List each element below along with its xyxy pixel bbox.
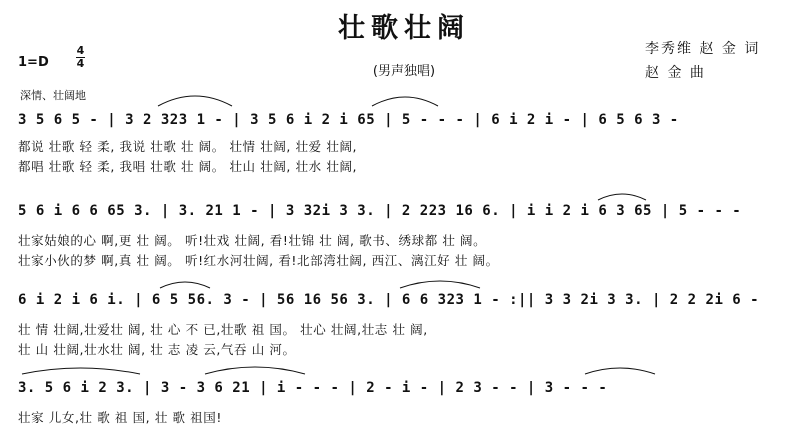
- slur: [598, 194, 646, 200]
- slur: [158, 96, 232, 106]
- score-line-3-lyric-verse-2: 壮 山 壮阔,壮水壮 阔, 壮 志 凌 云,气吞 山 河。: [18, 342, 296, 357]
- score-line-3-lyric-verse-1: 壮 情 壮阔,壮爱壮 阔, 壮 心 不 已,壮歌 祖 国。 壮心 壮阔,壮志 壮 阔,: [18, 322, 428, 337]
- slur: [585, 368, 655, 374]
- composer-credit: 赵 金 曲: [645, 65, 706, 81]
- song-title: 壮歌壮阔: [338, 13, 470, 44]
- slur: [22, 368, 140, 374]
- song-subtitle: (男声独唱): [372, 64, 436, 79]
- tempo-marking: 深情、壮阔地: [20, 89, 86, 102]
- score-line-2-lyric-verse-2: 壮家小伙的梦 啊,真 壮 阔。 听!红水河壮阔, 看!北部湾壮阔, 西江、漓江好 壮 阔。: [18, 253, 499, 268]
- score-line-1-lyric-verse-2: 都唱 壮歌 轻 柔, 我唱 壮歌 壮 阔。 壮山 壮阔, 壮水 壮阔,: [18, 159, 358, 174]
- score-line-4-notes: 3. 5 6 i 2 3. | 3 - 3 6 21 | i - - - | 2 - i - | 2 3 - - | 3 - - -: [18, 380, 608, 396]
- slur: [400, 281, 480, 288]
- key-signature: 1=D: [18, 55, 49, 70]
- score-line-1-lyric-verse-1: 都说 壮歌 轻 柔, 我说 壮歌 壮 阔。 壮情 壮阔, 壮爱 壮阔,: [18, 139, 358, 154]
- score-line-3-notes: 6 i 2 i 6 i. | 6 5 56. 3 - | 56 16 56 3. | 6 6 323 1 - :|| 3 3 2i 3 3. | 2 2 2i 6 -: [18, 292, 760, 308]
- score-line-2-notes: 5 6 i 6 6 65 3. | 3. 21 1 - | 3 32i 3 3. | 2 223 16 6. | i i 2 i 6 3 65 | 5 - - -: [18, 203, 742, 219]
- slur: [372, 97, 438, 106]
- slur: [160, 282, 210, 288]
- score-line-4-lyric-verse-1: 壮家 儿女,壮 歌 祖 国, 壮 歌 祖国!: [18, 410, 222, 425]
- score-line-1-notes: 3 5 6 5 - | 3 2 323 1 - | 3 5 6 i 2 i 65 | 5 - - - | 6 i 2 i - | 6 5 6 3 -: [18, 112, 679, 128]
- time-signature-top: 4: [76, 44, 85, 57]
- score-line-2-lyric-verse-1: 壮家姑娘的心 啊,更 壮 阔。 听!壮戏 壮阔, 看!壮锦 壮 阔, 歌书、绣球都 壮 阔。: [18, 233, 487, 248]
- slur: [205, 367, 305, 374]
- lyricist-credit: 李秀维 赵 金 词: [645, 41, 761, 57]
- time-signature-bottom: 4: [76, 57, 85, 70]
